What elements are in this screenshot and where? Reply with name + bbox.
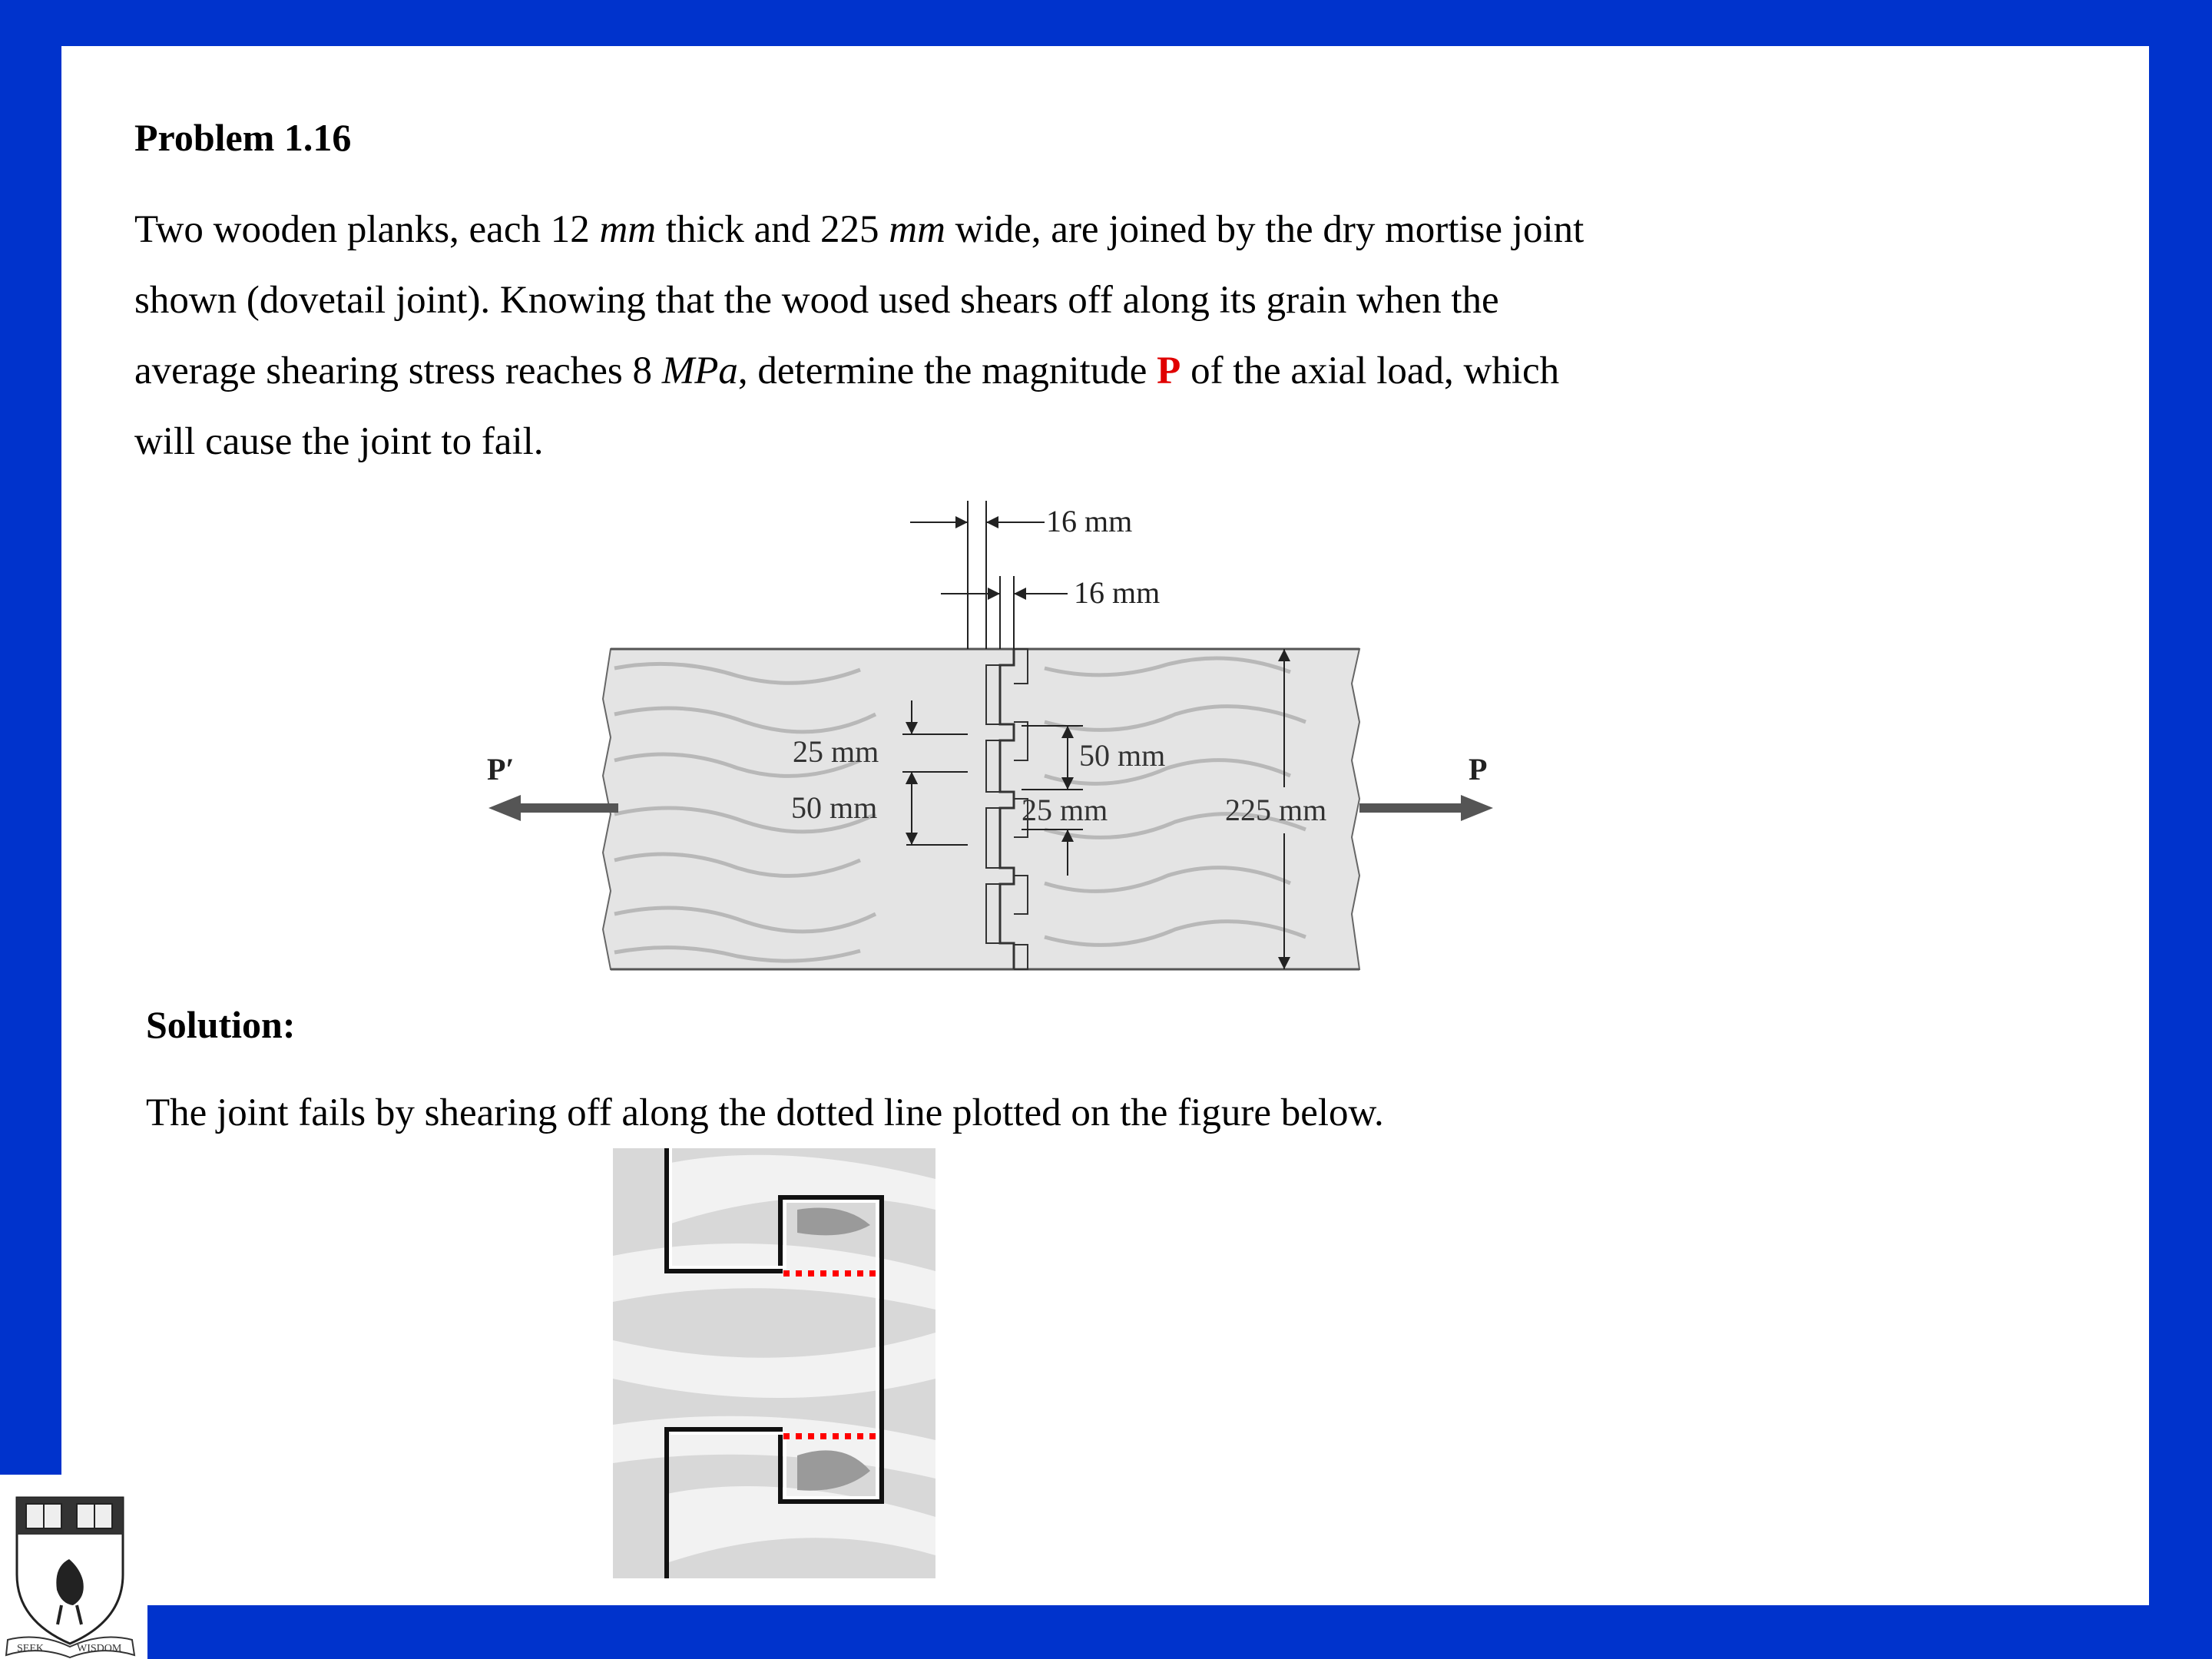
- crest-motto-right: WISDOM: [77, 1643, 122, 1654]
- solution-text: The joint fails by shearing off along the dotted line plotted on the figure below.: [146, 1091, 1384, 1134]
- crest-motto-left: SEEK: [17, 1643, 44, 1654]
- problem-line-4: will cause the joint to fail.: [134, 420, 544, 463]
- load-label-right: P: [1469, 752, 1488, 786]
- dim-label-225mm: 225 mm: [1225, 793, 1327, 827]
- shear-detail-figure: [613, 1148, 935, 1578]
- load-label-left: P′: [487, 752, 515, 786]
- load-symbol-p: P: [1157, 349, 1181, 392]
- solution-title: Solution:: [146, 1003, 296, 1046]
- dim-label-50mm-right: 50 mm: [1079, 738, 1166, 773]
- problem-line-1: Two wooden planks, each 12 mm thick and 225 mm wide, are joined by the dry mortise joint: [134, 208, 1584, 251]
- dim-label-50mm-left: 50 mm: [791, 790, 878, 825]
- dim-label-25mm-left: 25 mm: [793, 734, 879, 769]
- dim-label-16mm-1: 16 mm: [1046, 504, 1133, 538]
- problem-line-2: shown (dovetail joint). Knowing that the wood used shears off along its grain when the: [134, 279, 1499, 322]
- dimension-top: [910, 501, 1068, 649]
- dim-label-25mm-right: 25 mm: [1022, 793, 1108, 827]
- dovetail-joint-figure: [476, 492, 1505, 983]
- university-crest-logo: [0, 1482, 146, 1659]
- problem-line-3: average shearing stress reaches 8 MPa, determine the magnitude P of the axial load, which: [134, 349, 1560, 392]
- dim-label-16mm-2: 16 mm: [1074, 575, 1161, 610]
- problem-title: Problem 1.16: [134, 116, 352, 159]
